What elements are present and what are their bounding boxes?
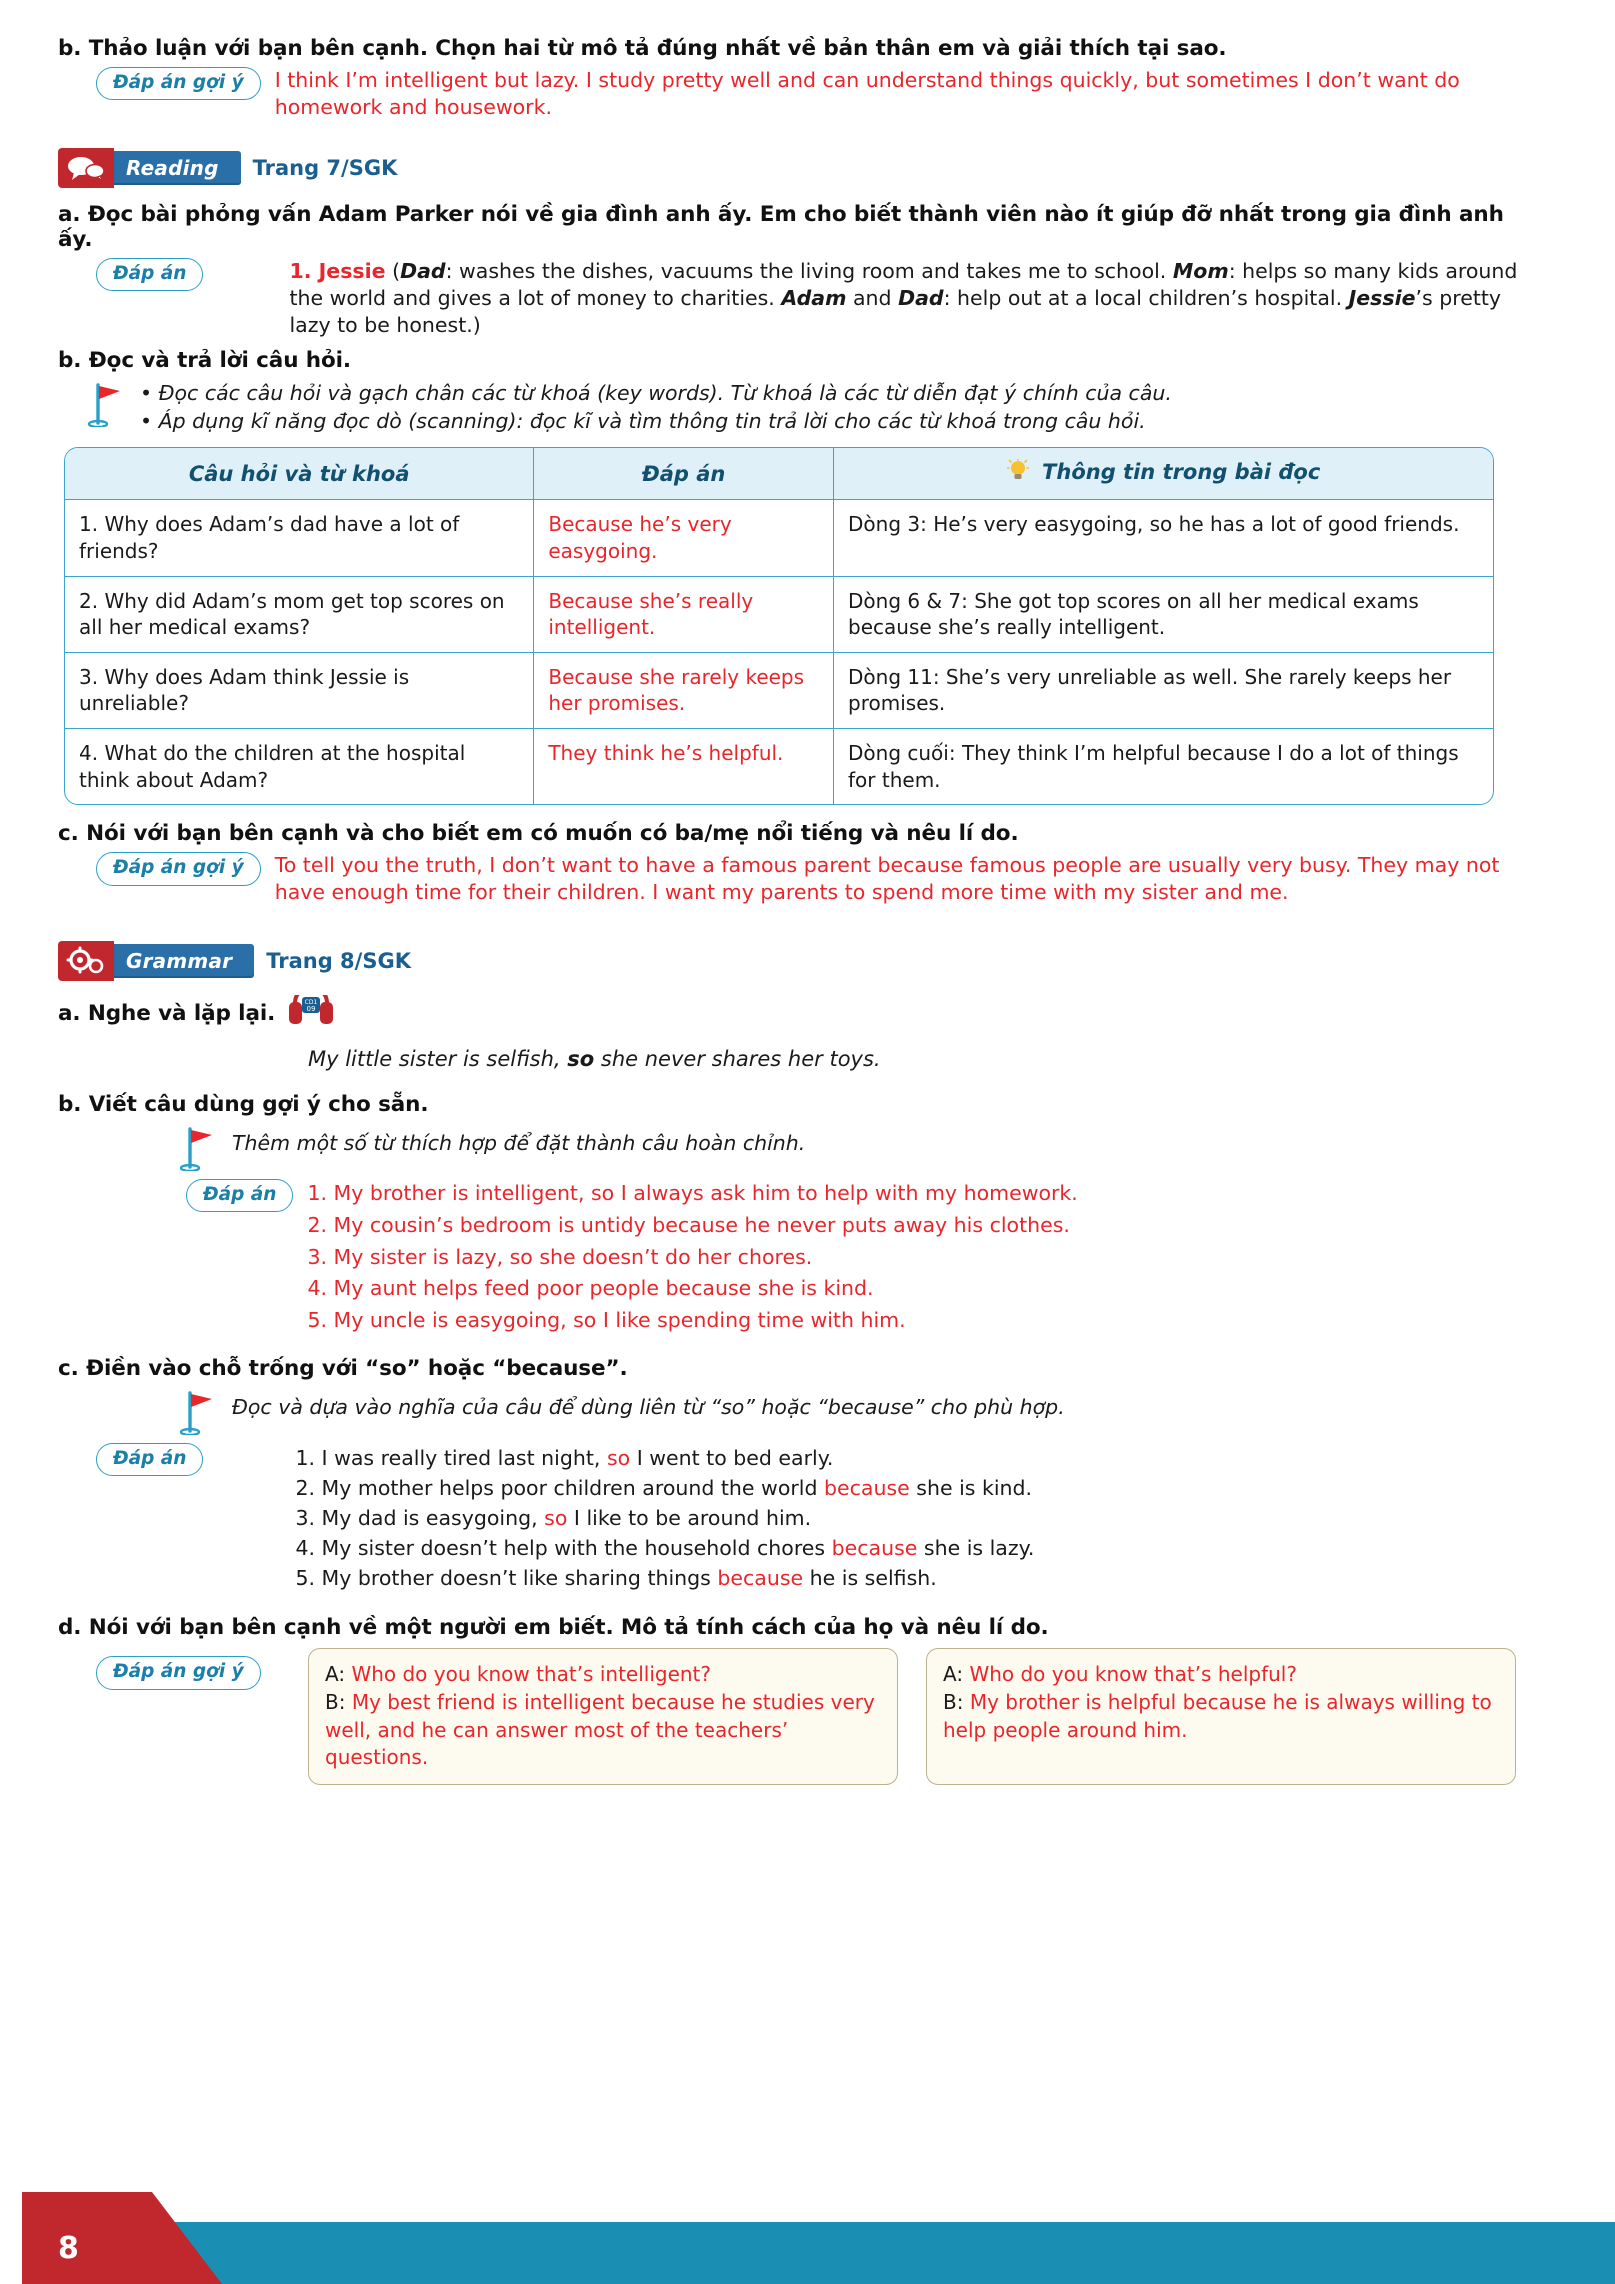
grammar-task-a-heading: a. Nghe và lặp lại. bbox=[58, 1001, 276, 1027]
grammar-task-c-heading: c. Điền vào chỗ trống với “so” hoặc “because”. bbox=[58, 1355, 628, 1381]
table-row bbox=[65, 653, 1493, 729]
grammar-c-item-2-part-1: so bbox=[544, 1505, 568, 1530]
grammar-c-item-4-part-1: because bbox=[717, 1566, 804, 1591]
table-cell-info: Dòng 6 & 7: She got top scores on all her medical exams because she’s really intelligent. bbox=[834, 577, 1493, 653]
list-item: 4. My aunt helps feed poor people because she is kind. bbox=[307, 1276, 874, 1301]
grammar-c-item-0-part-0: 1. I was really tired last night, bbox=[295, 1445, 607, 1470]
table-header-info bbox=[834, 448, 1493, 500]
table-cell-answer: Because she’s really intelligent. bbox=[534, 577, 834, 653]
grammar-task-b-heading: b. Viết câu dùng gợi ý cho sẵn. bbox=[58, 1092, 429, 1118]
grammar-a-example-part-2: she never shares her toys. bbox=[594, 1046, 881, 1071]
reading-task-b-heading: b. Đọc và trả lời câu hỏi. bbox=[58, 347, 351, 373]
reading-badge bbox=[58, 148, 241, 188]
table-cell-info: Dòng cuối: They think I’m helpful because I do a lot of things for them. bbox=[848, 741, 1459, 792]
answer-pill: Đáp án gợi ý bbox=[96, 852, 261, 885]
dialogue-speaker-a: A: bbox=[943, 1662, 964, 1687]
reading-task-a-answer-row bbox=[96, 258, 1537, 340]
list-item: 5. My uncle is easygoing, so I like spending time with him. bbox=[307, 1307, 906, 1332]
page-number: 8 bbox=[58, 2231, 79, 2266]
table-header-answer: Đáp án bbox=[534, 448, 834, 500]
grammar-page-ref: Trang 8/SGK bbox=[266, 948, 411, 973]
reading-task-b-tips bbox=[86, 379, 1537, 436]
answer-pill: Đáp án gợi ý bbox=[96, 1656, 261, 1689]
grammar-c-item-3-part-2: she is lazy. bbox=[917, 1536, 1035, 1561]
answer-pill: Đáp án bbox=[96, 1443, 203, 1476]
grammar-task-c-answers bbox=[295, 1443, 1034, 1594]
reading-a-detail-part-8: : help out at a local children’s hospital. bbox=[943, 285, 1349, 310]
table-cell-answer: They think he’s helpful. bbox=[534, 729, 834, 804]
grammar-task-b-tip-row bbox=[178, 1123, 1537, 1171]
grammar-task-c-tip: Đọc và dựa vào nghĩa của câu để dùng liên từ “so” hoặc “because” cho phù hợp. bbox=[232, 1394, 1065, 1419]
grammar-banner bbox=[58, 941, 1537, 981]
table-cell-answer: Because he’s very easygoing. bbox=[534, 500, 834, 576]
dialogue-text-b: My brother is helpful because he is always willing to help people around him. bbox=[943, 1689, 1492, 1742]
grammar-task-b-answers bbox=[307, 1179, 1077, 1338]
reading-task-c-answer-text: To tell you the truth, I don’t want to have a famous parent because famous people are usually very busy. They may not have enough time for their children. I want my parents to spend more time with my sister and me. bbox=[274, 853, 1500, 905]
grammar-task-c-answers-row bbox=[96, 1443, 1537, 1594]
footer-bar bbox=[150, 2222, 1615, 2284]
dialogue-speaker-a: A: bbox=[325, 1662, 346, 1687]
list-item: 1. My brother is intelligent, so I always ask him to help with my homework. bbox=[307, 1181, 1078, 1206]
reading-a-detail-part-5: Adam bbox=[781, 285, 847, 310]
list-item bbox=[295, 1443, 1034, 1473]
reading-task-c-heading: c. Nói với bạn bên cạnh và cho biết em có muốn có ba/mẹ nổi tiếng và nêu lí do. bbox=[58, 821, 1019, 847]
grammar-banner-label: Grammar bbox=[110, 944, 254, 978]
reading-banner-label: Reading bbox=[110, 151, 241, 185]
reading-a-detail-part-1: Dad bbox=[400, 258, 446, 283]
reading-a-detail-part-0: ( bbox=[392, 258, 401, 283]
list-item bbox=[295, 1533, 1034, 1563]
answer-pill: Đáp án bbox=[96, 258, 203, 291]
grammar-c-item-2-part-2: I like to be around him. bbox=[567, 1505, 812, 1530]
reading-task-a-heading: a. Đọc bài phỏng vấn Adam Parker nói về gia đình anh ấy. Em cho biết thành viên nào ít giúp đỡ nhất trong gia đình anh ấy. bbox=[58, 201, 1504, 252]
answer-pill: Đáp án bbox=[186, 1179, 293, 1212]
table-cell-question: 3. Why does Adam think Jessie is unreliable? bbox=[65, 653, 534, 729]
reading-a-detail-part-10: ’s pretty lazy to be honest.) bbox=[289, 285, 1502, 338]
grammar-task-b-tip: Thêm một số từ thích hợp để đặt thành câu hoàn chỉnh. bbox=[232, 1131, 806, 1156]
page-footer bbox=[0, 2192, 1615, 2284]
flag-icon bbox=[178, 1125, 218, 1171]
grammar-c-item-3-part-1: because bbox=[831, 1536, 918, 1561]
table-cell-question: 2. Why did Adam’s mom get top scores on all her medical exams? bbox=[65, 577, 534, 653]
list-item: 3. My sister is lazy, so she doesn’t do her chores. bbox=[307, 1244, 813, 1269]
lightbulb-icon bbox=[1007, 459, 1029, 488]
grammar-task-d-dialogues bbox=[308, 1648, 1537, 1784]
grammar-c-item-3-part-0: 4. My sister doesn’t help with the household chores bbox=[295, 1536, 832, 1561]
reading-task-c-answer-row bbox=[96, 852, 1537, 907]
dialogue-box bbox=[308, 1648, 898, 1784]
reading-banner bbox=[58, 148, 1537, 188]
grammar-badge bbox=[58, 941, 254, 981]
table-row bbox=[65, 729, 1493, 804]
table-cell-info: Dòng 3: He’s very easygoing, so he has a lot of good friends. bbox=[834, 500, 1493, 576]
grammar-task-b-answers-row bbox=[186, 1179, 1537, 1338]
dialogue-line-b bbox=[325, 1689, 881, 1772]
reading-a-detail-part-4: : helps so many kids around the world and gives a lot of money to charities. bbox=[289, 258, 1518, 310]
grammar-c-item-1-part-0: 2. My mother helps poor children around the world bbox=[295, 1475, 825, 1500]
grammar-a-example-part-0: My little sister is selfish, bbox=[308, 1046, 568, 1071]
flag-icon bbox=[86, 381, 126, 427]
table-cell-info: Dòng 11: She’s very unreliable as well. She rarely keeps her promises. bbox=[834, 653, 1493, 729]
reading-a-detail-part-6: and bbox=[846, 285, 899, 310]
dialogue-text-a: Who do you know that’s helpful? bbox=[969, 1662, 1297, 1687]
table-cell-answer: Because she rarely keeps her promises. bbox=[534, 653, 834, 729]
grammar-c-item-4-part-2: he is selfish. bbox=[803, 1566, 937, 1591]
table-row bbox=[65, 577, 1493, 653]
reading-task-a-answer-number: 1. Jessie bbox=[289, 258, 386, 283]
flag-icon bbox=[178, 1389, 218, 1435]
section-b-answer-row bbox=[96, 67, 1537, 122]
gears-icon bbox=[58, 941, 114, 981]
table-header-info-label: Thông tin trong bài đọc bbox=[1042, 460, 1321, 485]
grammar-task-a-example bbox=[308, 1045, 1537, 1074]
grammar-c-item-2-part-0: 3. My dad is easygoing, bbox=[295, 1505, 545, 1530]
reading-task-a-answer-detail bbox=[289, 259, 1517, 338]
svg-text:09: 09 bbox=[306, 1004, 316, 1013]
section-b-answer-text: I think I’m intelligent but lazy. I study pretty well and can understand things quickly, but sometimes I don’t want do homework and housework. bbox=[274, 68, 1460, 120]
dialogue-line-a bbox=[325, 1661, 881, 1689]
table-cell-question: 4. What do the children at the hospital think about Adam? bbox=[65, 729, 534, 804]
list-item: 2. My cousin’s bedroom is untidy because he never puts away his clothes. bbox=[307, 1212, 1070, 1237]
reading-tip-1: • Đọc các câu hỏi và gạch chân các từ khoá (key words). Từ khoá là các từ diễn đạt ý chính của câu. bbox=[140, 380, 1172, 405]
grammar-c-item-1-part-2: she is kind. bbox=[909, 1475, 1033, 1500]
grammar-c-item-1-part-1: because bbox=[824, 1475, 910, 1500]
table-header-row bbox=[65, 448, 1493, 500]
table-header-question: Câu hỏi và từ khoá bbox=[65, 448, 534, 500]
dialogue-line-a bbox=[943, 1661, 1499, 1689]
table-cell-question: 1. Why does Adam’s dad have a lot of friends? bbox=[65, 500, 534, 576]
reading-page-ref: Trang 7/SGK bbox=[252, 155, 398, 180]
grammar-c-item-0-part-2: I went to bed early. bbox=[630, 1445, 834, 1470]
list-item bbox=[295, 1503, 1034, 1533]
page-left-margin bbox=[0, 0, 22, 2284]
dialogue-box bbox=[926, 1648, 1516, 1784]
reading-tip-2: • Áp dụng kĩ năng đọc dò (scanning): đọc kĩ và tìm thông tin trả lời cho các từ khoá trong câu hỏi. bbox=[140, 409, 1146, 434]
dialogue-line-b bbox=[943, 1689, 1499, 1744]
list-item bbox=[295, 1563, 1034, 1593]
grammar-task-c-tip-row bbox=[178, 1387, 1537, 1435]
table-row bbox=[65, 500, 1493, 576]
reading-a-detail-part-3: Mom bbox=[1172, 258, 1229, 283]
dialogue-text-b: My best friend is intelligent because he studies very well, and he can answer most of the teachers’ questions. bbox=[325, 1689, 875, 1770]
answer-pill: Đáp án gợi ý bbox=[96, 67, 261, 100]
svg-text:CD1: CD1 bbox=[304, 998, 318, 1006]
section-b-heading: b. Thảo luận với bạn bên cạnh. Chọn hai từ mô tả đúng nhất về bản thân em và giải thích tại sao. bbox=[58, 36, 1227, 61]
grammar-c-item-0-part-1: so bbox=[606, 1445, 631, 1470]
list-item bbox=[295, 1473, 1034, 1503]
reading-a-detail-part-2: : washes the dishes, vacuums the living room and takes me to school. bbox=[445, 258, 1173, 283]
speech-bubble-icon bbox=[58, 148, 114, 188]
cd-09-icon bbox=[285, 995, 337, 1033]
reading-a-detail-part-7: Dad bbox=[898, 285, 944, 310]
dialogue-speaker-b: B: bbox=[943, 1689, 964, 1714]
grammar-task-d-heading: d. Nói với bạn bên cạnh về một người em biết. Mô tả tính cách của họ và nêu lí do. bbox=[58, 1615, 1049, 1641]
dialogue-speaker-b: B: bbox=[325, 1689, 346, 1714]
grammar-a-example-part-1: so bbox=[567, 1046, 595, 1071]
reading-a-detail-part-9: Jessie bbox=[1348, 285, 1416, 310]
grammar-c-item-4-part-0: 5. My brother doesn’t like sharing things bbox=[295, 1566, 718, 1591]
reading-answer-table bbox=[64, 447, 1494, 805]
dialogue-text-a: Who do you know that’s intelligent? bbox=[351, 1662, 712, 1687]
